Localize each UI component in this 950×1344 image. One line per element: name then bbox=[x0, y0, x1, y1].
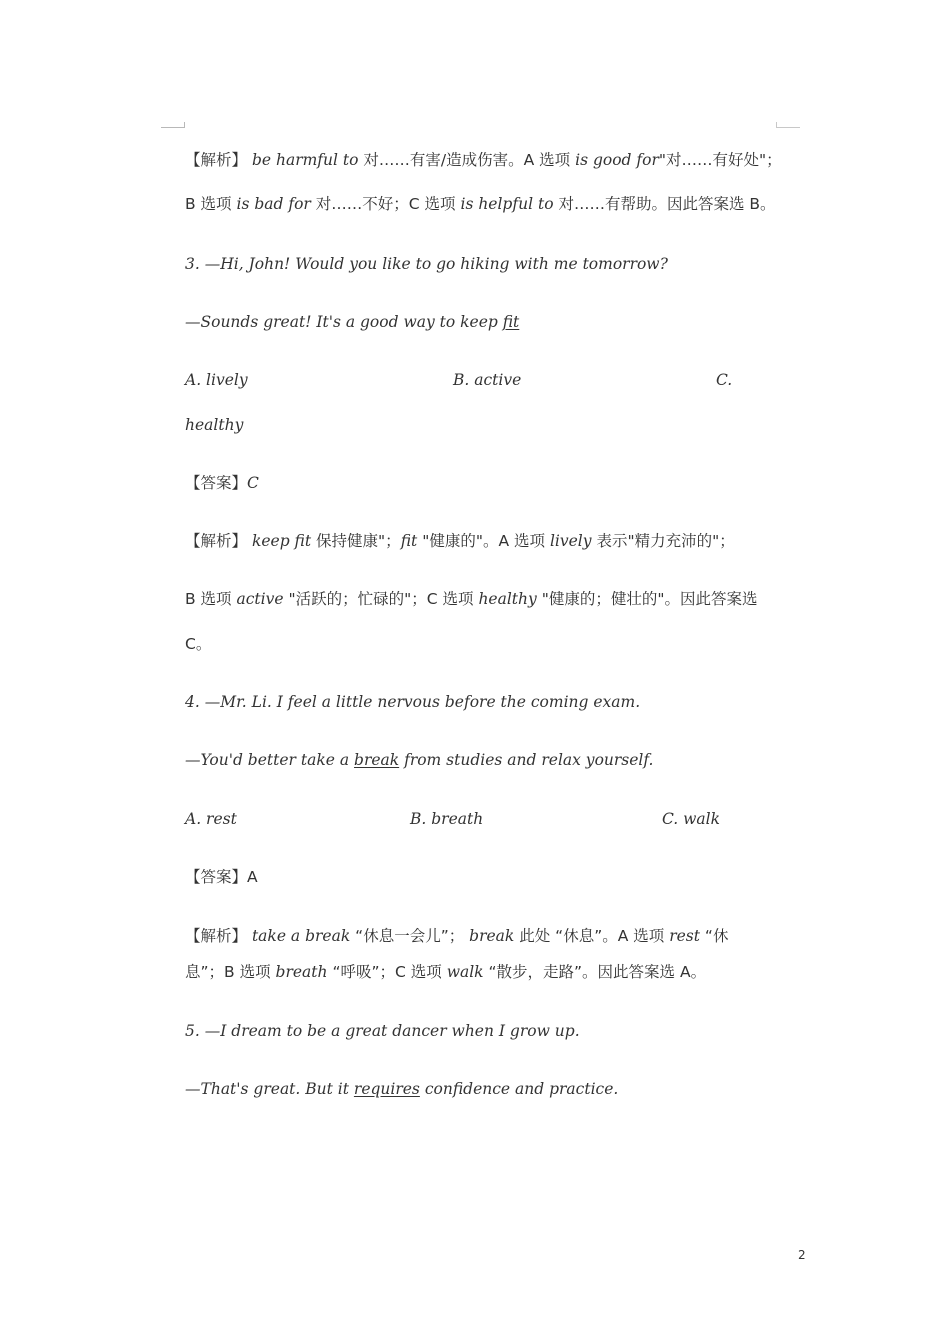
q2-analysis-line-2: B 选项 is bad for 对……不好；C 选项 is helpful to 对……有帮助。因此答案选 B。 bbox=[185, 195, 776, 213]
underlined-word: break bbox=[354, 751, 400, 769]
crop-mark-right bbox=[776, 127, 800, 128]
q2-analysis-line-1: 【解析】 be harmful to 对……有害/造成伤害。A 选项 is good for"对……有好处"； bbox=[185, 151, 782, 169]
option-b: B. breath bbox=[410, 810, 484, 828]
q3-analysis-line-1: 【解析】 keep fit 保持健康"；fit "健康的"。A 选项 lively 表示"精力充沛的"； bbox=[185, 532, 735, 550]
q3-answer: 【答案】C bbox=[185, 474, 259, 492]
option-c: C. walk bbox=[662, 810, 721, 828]
q4-analysis-line-2: 息”；B 选项 breath “呼吸”；C 选项 walk “散步，走路”。因此答案选 A。 bbox=[185, 963, 707, 981]
answer-label: 【答案】 bbox=[185, 868, 248, 886]
q4-analysis-line-1: 【解析】 take a break “休息一会儿”； break 此处 “休息”。A 选项 rest “休 bbox=[185, 927, 729, 945]
analysis-label: 【解析】 bbox=[185, 151, 248, 169]
q4-question: 4. —Mr. Li. I feel a little nervous before the coming exam. bbox=[185, 693, 641, 711]
q5-response: —That's great. But it requires confidence and practice. bbox=[185, 1080, 619, 1098]
q5-question: 5. —I dream to be a great dancer when I grow up. bbox=[185, 1022, 580, 1040]
q3-analysis-line-3: C。 bbox=[185, 635, 212, 653]
option-a: A. rest bbox=[185, 810, 237, 828]
option-c-word: healthy bbox=[185, 416, 244, 434]
option-a: A. lively bbox=[185, 371, 248, 389]
underlined-word: fit bbox=[502, 313, 520, 331]
q3-response: —Sounds great! It's a good way to keep fit bbox=[185, 313, 520, 331]
q3-question: 3. —Hi, John! Would you like to go hiking with me tomorrow? bbox=[185, 255, 668, 273]
q4-answer: 【答案】A bbox=[185, 868, 258, 886]
answer-label: 【答案】 bbox=[185, 474, 248, 492]
q3-analysis-line-2: B 选项 active "活跃的；忙碌的"；C 选项 healthy "健康的；健壮的"。因此答案选 bbox=[185, 590, 758, 608]
option-b: B. active bbox=[453, 371, 522, 389]
analysis-label: 【解析】 bbox=[185, 532, 248, 550]
underlined-word: requires bbox=[353, 1080, 420, 1098]
option-c-prefix: C. bbox=[716, 371, 733, 389]
crop-mark-left bbox=[161, 127, 185, 128]
analysis-label: 【解析】 bbox=[185, 927, 248, 945]
q4-response: —You'd better take a break from studies and relax yourself. bbox=[185, 751, 654, 769]
page-number: 2 bbox=[798, 1248, 806, 1262]
